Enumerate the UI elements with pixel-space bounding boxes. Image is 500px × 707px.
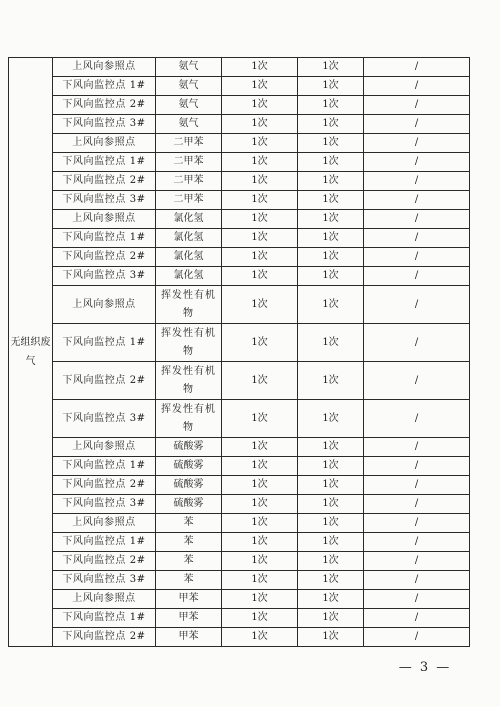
monitoring-point-cell: 下风向监控点 3# bbox=[53, 571, 156, 590]
frequency-b-cell: 1次 bbox=[298, 362, 364, 400]
frequency-b-cell: 1次 bbox=[298, 495, 364, 514]
frequency-b-cell: 1次 bbox=[298, 248, 364, 267]
frequency-a-cell: 1次 bbox=[222, 248, 298, 267]
table-row bbox=[9, 609, 470, 628]
frequency-a-cell: 1次 bbox=[222, 362, 298, 400]
monitoring-point-cell: 下风向监控点 2# bbox=[53, 96, 156, 115]
table-row bbox=[9, 115, 470, 134]
pollutant-cell: 氯化氢 bbox=[156, 229, 222, 248]
monitoring-point-cell: 下风向监控点 3# bbox=[53, 495, 156, 514]
note-cell: / bbox=[364, 191, 470, 210]
pollutant-cell: 硫酸雾 bbox=[156, 457, 222, 476]
note-cell: / bbox=[364, 286, 470, 324]
note-cell: / bbox=[364, 210, 470, 229]
table-row bbox=[9, 476, 470, 495]
frequency-a-cell: 1次 bbox=[222, 552, 298, 571]
frequency-a-cell: 1次 bbox=[222, 324, 298, 362]
pollutant-cell: 氨气 bbox=[156, 96, 222, 115]
monitoring-point-cell: 下风向监控点 1# bbox=[53, 77, 156, 96]
table-row bbox=[9, 58, 470, 77]
frequency-b-cell: 1次 bbox=[298, 229, 364, 248]
note-cell: / bbox=[364, 58, 470, 77]
table-row bbox=[9, 172, 470, 191]
monitoring-point-cell: 上风向参照点 bbox=[53, 210, 156, 229]
pollutant-cell: 挥发性有机物 bbox=[156, 362, 222, 400]
table-row bbox=[9, 552, 470, 571]
note-cell: / bbox=[364, 533, 470, 552]
table-row bbox=[9, 210, 470, 229]
frequency-a-cell: 1次 bbox=[222, 134, 298, 153]
table-row bbox=[9, 77, 470, 96]
frequency-b-cell: 1次 bbox=[298, 210, 364, 229]
table-row bbox=[9, 96, 470, 115]
table-row bbox=[9, 191, 470, 210]
monitoring-point-cell: 下风向监控点 1# bbox=[53, 153, 156, 172]
pollutant-cell: 苯 bbox=[156, 552, 222, 571]
frequency-b-cell: 1次 bbox=[298, 172, 364, 191]
table-row bbox=[9, 267, 470, 286]
frequency-a-cell: 1次 bbox=[222, 172, 298, 191]
table-row bbox=[9, 514, 470, 533]
pollutant-cell: 氨气 bbox=[156, 77, 222, 96]
frequency-a-cell: 1次 bbox=[222, 457, 298, 476]
monitoring-point-cell: 上风向参照点 bbox=[53, 438, 156, 457]
frequency-a-cell: 1次 bbox=[222, 590, 298, 609]
frequency-a-cell: 1次 bbox=[222, 115, 298, 134]
frequency-b-cell: 1次 bbox=[298, 628, 364, 647]
monitoring-point-cell: 下风向监控点 1# bbox=[53, 324, 156, 362]
pollutant-cell: 二甲苯 bbox=[156, 172, 222, 191]
frequency-b-cell: 1次 bbox=[298, 476, 364, 495]
frequency-a-cell: 1次 bbox=[222, 267, 298, 286]
pollutant-cell: 苯 bbox=[156, 571, 222, 590]
table-row bbox=[9, 248, 470, 267]
pollutant-cell: 甲苯 bbox=[156, 609, 222, 628]
monitoring-point-cell: 下风向监控点 2# bbox=[53, 552, 156, 571]
pollutant-cell: 挥发性有机物 bbox=[156, 400, 222, 438]
frequency-b-cell: 1次 bbox=[298, 590, 364, 609]
frequency-a-cell: 1次 bbox=[222, 210, 298, 229]
pollutant-cell: 甲苯 bbox=[156, 590, 222, 609]
frequency-b-cell: 1次 bbox=[298, 96, 364, 115]
note-cell: / bbox=[364, 457, 470, 476]
monitoring-point-cell: 下风向监控点 1# bbox=[53, 533, 156, 552]
frequency-b-cell: 1次 bbox=[298, 115, 364, 134]
pollutant-cell: 二甲苯 bbox=[156, 191, 222, 210]
note-cell: / bbox=[364, 552, 470, 571]
frequency-a-cell: 1次 bbox=[222, 476, 298, 495]
note-cell: / bbox=[364, 115, 470, 134]
note-cell: / bbox=[364, 96, 470, 115]
table-row bbox=[9, 495, 470, 514]
pollutant-cell: 挥发性有机物 bbox=[156, 324, 222, 362]
monitoring-point-cell: 下风向监控点 2# bbox=[53, 362, 156, 400]
frequency-b-cell: 1次 bbox=[298, 533, 364, 552]
frequency-a-cell: 1次 bbox=[222, 153, 298, 172]
frequency-b-cell: 1次 bbox=[298, 324, 364, 362]
monitoring-point-cell: 上风向参照点 bbox=[53, 58, 156, 77]
note-cell: / bbox=[364, 153, 470, 172]
table-row bbox=[9, 134, 470, 153]
monitoring-point-cell: 上风向参照点 bbox=[53, 134, 156, 153]
frequency-b-cell: 1次 bbox=[298, 134, 364, 153]
frequency-a-cell: 1次 bbox=[222, 609, 298, 628]
pollutant-cell: 挥发性有机物 bbox=[156, 286, 222, 324]
note-cell: / bbox=[364, 77, 470, 96]
table-row bbox=[9, 324, 470, 362]
frequency-b-cell: 1次 bbox=[298, 58, 364, 77]
frequency-b-cell: 1次 bbox=[298, 153, 364, 172]
monitoring-point-cell: 下风向监控点 2# bbox=[53, 172, 156, 191]
pollutant-cell: 硫酸雾 bbox=[156, 476, 222, 495]
frequency-b-cell: 1次 bbox=[298, 77, 364, 96]
table-row bbox=[9, 457, 470, 476]
note-cell: / bbox=[364, 400, 470, 438]
table-row bbox=[9, 229, 470, 248]
note-cell: / bbox=[364, 438, 470, 457]
frequency-b-cell: 1次 bbox=[298, 438, 364, 457]
note-cell: / bbox=[364, 324, 470, 362]
note-cell: / bbox=[364, 229, 470, 248]
table-row bbox=[9, 438, 470, 457]
frequency-a-cell: 1次 bbox=[222, 628, 298, 647]
note-cell: / bbox=[364, 134, 470, 153]
table-row bbox=[9, 533, 470, 552]
monitoring-point-cell: 下风向监控点 3# bbox=[53, 267, 156, 286]
frequency-b-cell: 1次 bbox=[298, 400, 364, 438]
table-row bbox=[9, 590, 470, 609]
note-cell: / bbox=[364, 609, 470, 628]
note-cell: / bbox=[364, 571, 470, 590]
frequency-b-cell: 1次 bbox=[298, 571, 364, 590]
note-cell: / bbox=[364, 628, 470, 647]
frequency-b-cell: 1次 bbox=[298, 267, 364, 286]
monitoring-point-cell: 下风向监控点 2# bbox=[53, 628, 156, 647]
monitoring-point-cell: 上风向参照点 bbox=[53, 514, 156, 533]
pollutant-cell: 甲苯 bbox=[156, 628, 222, 647]
pollutant-cell: 苯 bbox=[156, 533, 222, 552]
pollutant-cell: 硫酸雾 bbox=[156, 495, 222, 514]
frequency-a-cell: 1次 bbox=[222, 96, 298, 115]
pollutant-cell: 硫酸雾 bbox=[156, 438, 222, 457]
category-cell: 无组织废气 bbox=[9, 58, 53, 647]
monitoring-table-body bbox=[9, 58, 470, 647]
note-cell: / bbox=[364, 514, 470, 533]
frequency-b-cell: 1次 bbox=[298, 191, 364, 210]
frequency-a-cell: 1次 bbox=[222, 438, 298, 457]
table-row bbox=[9, 362, 470, 400]
monitoring-point-cell: 上风向参照点 bbox=[53, 590, 156, 609]
pollutant-cell: 苯 bbox=[156, 514, 222, 533]
pollutant-cell: 氯化氢 bbox=[156, 248, 222, 267]
frequency-b-cell: 1次 bbox=[298, 457, 364, 476]
monitoring-point-cell: 上风向参照点 bbox=[53, 286, 156, 324]
note-cell: / bbox=[364, 362, 470, 400]
frequency-a-cell: 1次 bbox=[222, 514, 298, 533]
note-cell: / bbox=[364, 267, 470, 286]
note-cell: / bbox=[364, 495, 470, 514]
frequency-a-cell: 1次 bbox=[222, 77, 298, 96]
table-row bbox=[9, 286, 470, 324]
monitoring-point-cell: 下风向监控点 2# bbox=[53, 476, 156, 495]
monitoring-table bbox=[8, 57, 470, 647]
frequency-a-cell: 1次 bbox=[222, 400, 298, 438]
pollutant-cell: 氨气 bbox=[156, 58, 222, 77]
page-number: — 3 — bbox=[398, 660, 452, 675]
frequency-b-cell: 1次 bbox=[298, 609, 364, 628]
monitoring-point-cell: 下风向监控点 3# bbox=[53, 115, 156, 134]
note-cell: / bbox=[364, 476, 470, 495]
frequency-a-cell: 1次 bbox=[222, 533, 298, 552]
note-cell: / bbox=[364, 248, 470, 267]
pollutant-cell: 二甲苯 bbox=[156, 134, 222, 153]
frequency-a-cell: 1次 bbox=[222, 58, 298, 77]
note-cell: / bbox=[364, 590, 470, 609]
frequency-b-cell: 1次 bbox=[298, 552, 364, 571]
frequency-a-cell: 1次 bbox=[222, 286, 298, 324]
frequency-b-cell: 1次 bbox=[298, 286, 364, 324]
note-cell: / bbox=[364, 172, 470, 191]
monitoring-point-cell: 下风向监控点 3# bbox=[53, 400, 156, 438]
pollutant-cell: 氨气 bbox=[156, 115, 222, 134]
table-row bbox=[9, 153, 470, 172]
frequency-a-cell: 1次 bbox=[222, 571, 298, 590]
table-row bbox=[9, 571, 470, 590]
monitoring-point-cell: 下风向监控点 3# bbox=[53, 191, 156, 210]
frequency-a-cell: 1次 bbox=[222, 495, 298, 514]
frequency-a-cell: 1次 bbox=[222, 191, 298, 210]
table-row bbox=[9, 628, 470, 647]
monitoring-point-cell: 下风向监控点 1# bbox=[53, 229, 156, 248]
monitoring-point-cell: 下风向监控点 1# bbox=[53, 457, 156, 476]
pollutant-cell: 氯化氢 bbox=[156, 267, 222, 286]
frequency-b-cell: 1次 bbox=[298, 514, 364, 533]
pollutant-cell: 氯化氢 bbox=[156, 210, 222, 229]
frequency-a-cell: 1次 bbox=[222, 229, 298, 248]
monitoring-point-cell: 下风向监控点 2# bbox=[53, 248, 156, 267]
pollutant-cell: 二甲苯 bbox=[156, 153, 222, 172]
monitoring-point-cell: 下风向监控点 1# bbox=[53, 609, 156, 628]
table-row bbox=[9, 400, 470, 438]
